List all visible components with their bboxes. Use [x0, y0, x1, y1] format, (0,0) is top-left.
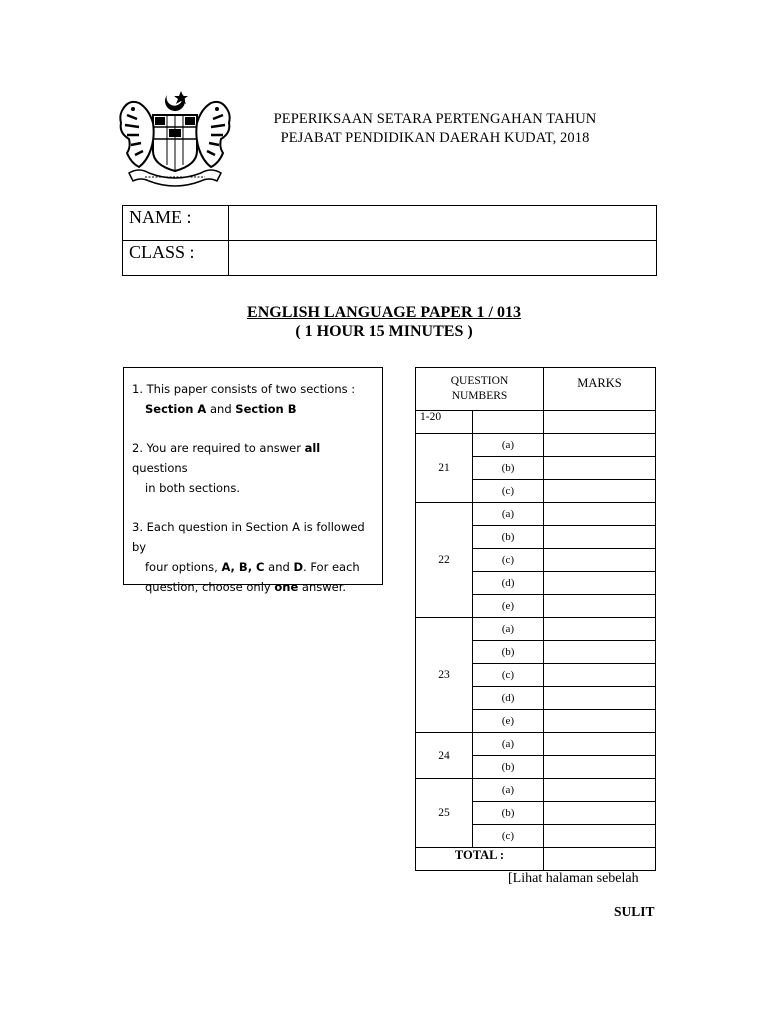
exam-header-line-2: PEJABAT PENDIDIKAN DAERAH KUDAT, 2018: [280, 130, 590, 146]
question-part: (b): [473, 641, 544, 664]
question-number: 23: [416, 618, 473, 733]
table-row: [416, 618, 656, 641]
question-part: (c): [473, 549, 544, 572]
question-part: (d): [473, 687, 544, 710]
instruction-highlight: one: [274, 580, 299, 594]
marks-header: MARKS: [544, 368, 656, 411]
marks-cell[interactable]: [544, 457, 656, 480]
student-info-table: [122, 205, 657, 276]
instruction-highlight: Section A: [145, 402, 207, 416]
instruction-text: answer.: [298, 580, 347, 594]
exam-header-line-1: PEPERIKSAAN SETARA PERTENGAHAN TAHUN: [273, 111, 597, 127]
marks-cell[interactable]: [544, 802, 656, 825]
instruction-text: 3. Each question in Section A is followed by: [132, 520, 365, 554]
paper-title: ENGLISH LANGUAGE PAPER 1 / 013: [247, 304, 521, 321]
question-part: (a): [473, 733, 544, 756]
turn-page-note: [Lihat halaman sebelah: [508, 871, 639, 886]
marks-cell[interactable]: [544, 434, 656, 457]
instruction-highlight: Section B: [235, 402, 297, 416]
question-numbers-header: [416, 368, 544, 411]
marks-cell[interactable]: [544, 825, 656, 848]
class-label: CLASS :: [123, 241, 229, 276]
question-number: 22: [416, 503, 473, 618]
range-blank-cell: [473, 411, 544, 434]
marks-cell[interactable]: [544, 733, 656, 756]
instruction-1: [132, 379, 374, 419]
marks-cell[interactable]: [544, 549, 656, 572]
question-part: (a): [473, 434, 544, 457]
classification-label: SULIT: [614, 904, 655, 919]
question-part: (a): [473, 503, 544, 526]
instruction-text: . For each: [303, 560, 360, 574]
table-row: [416, 779, 656, 802]
instruction-highlight: A, B, C: [221, 560, 265, 574]
question-part: (e): [473, 595, 544, 618]
instruction-highlight: D: [293, 560, 304, 574]
header-text: NUMBERS: [451, 390, 508, 402]
total-marks-cell[interactable]: [544, 848, 656, 871]
marks-cell[interactable]: [544, 710, 656, 733]
table-row: [416, 733, 656, 756]
marks-cell[interactable]: [544, 572, 656, 595]
question-part: (b): [473, 457, 544, 480]
instruction-text: question, choose only: [145, 580, 275, 594]
marks-cell[interactable]: [544, 595, 656, 618]
instruction-3: [132, 517, 374, 597]
instruction-highlight: all: [304, 441, 321, 455]
range-cell: 1-20: [416, 411, 473, 434]
marks-cell[interactable]: [544, 618, 656, 641]
instruction-text: four options,: [145, 560, 222, 574]
marks-table: [415, 367, 656, 871]
paper-duration: ( 1 HOUR 15 MINUTES ): [295, 323, 473, 340]
instruction-2: [132, 438, 374, 498]
header-text: QUESTION: [450, 375, 509, 387]
marks-cell[interactable]: [544, 641, 656, 664]
question-number: 25: [416, 779, 473, 848]
marks-cell[interactable]: [544, 687, 656, 710]
question-number: 24: [416, 733, 473, 779]
malaysia-coat-of-arms-icon: [115, 85, 235, 193]
class-field[interactable]: [229, 241, 657, 276]
name-field[interactable]: [229, 206, 657, 241]
question-part: (a): [473, 779, 544, 802]
marks-cell[interactable]: [544, 779, 656, 802]
question-part: (d): [473, 572, 544, 595]
marks-cell[interactable]: [544, 411, 656, 434]
instruction-text: and: [264, 560, 294, 574]
table-row: [416, 434, 656, 457]
instruction-text: questions: [132, 461, 188, 475]
question-part: (c): [473, 664, 544, 687]
marks-cell[interactable]: [544, 756, 656, 779]
question-part: (b): [473, 526, 544, 549]
question-part: (e): [473, 710, 544, 733]
question-part: (b): [473, 802, 544, 825]
marks-cell[interactable]: [544, 526, 656, 549]
instructions-box: [123, 367, 383, 594]
instruction-text: 2. You are required to answer: [132, 441, 305, 455]
question-part: (b): [473, 756, 544, 779]
marks-cell[interactable]: [544, 480, 656, 503]
instruction-text: 1. This paper consists of two sections :: [132, 382, 356, 396]
instruction-text: and: [206, 402, 236, 416]
question-part: (a): [473, 618, 544, 641]
marks-cell[interactable]: [544, 503, 656, 526]
instruction-text: in both sections.: [145, 481, 240, 495]
total-label: TOTAL :: [416, 848, 544, 871]
table-row: [416, 503, 656, 526]
question-number: 21: [416, 434, 473, 503]
question-part: (c): [473, 480, 544, 503]
name-label: NAME :: [123, 206, 229, 241]
marks-cell[interactable]: [544, 664, 656, 687]
question-part: (c): [473, 825, 544, 848]
